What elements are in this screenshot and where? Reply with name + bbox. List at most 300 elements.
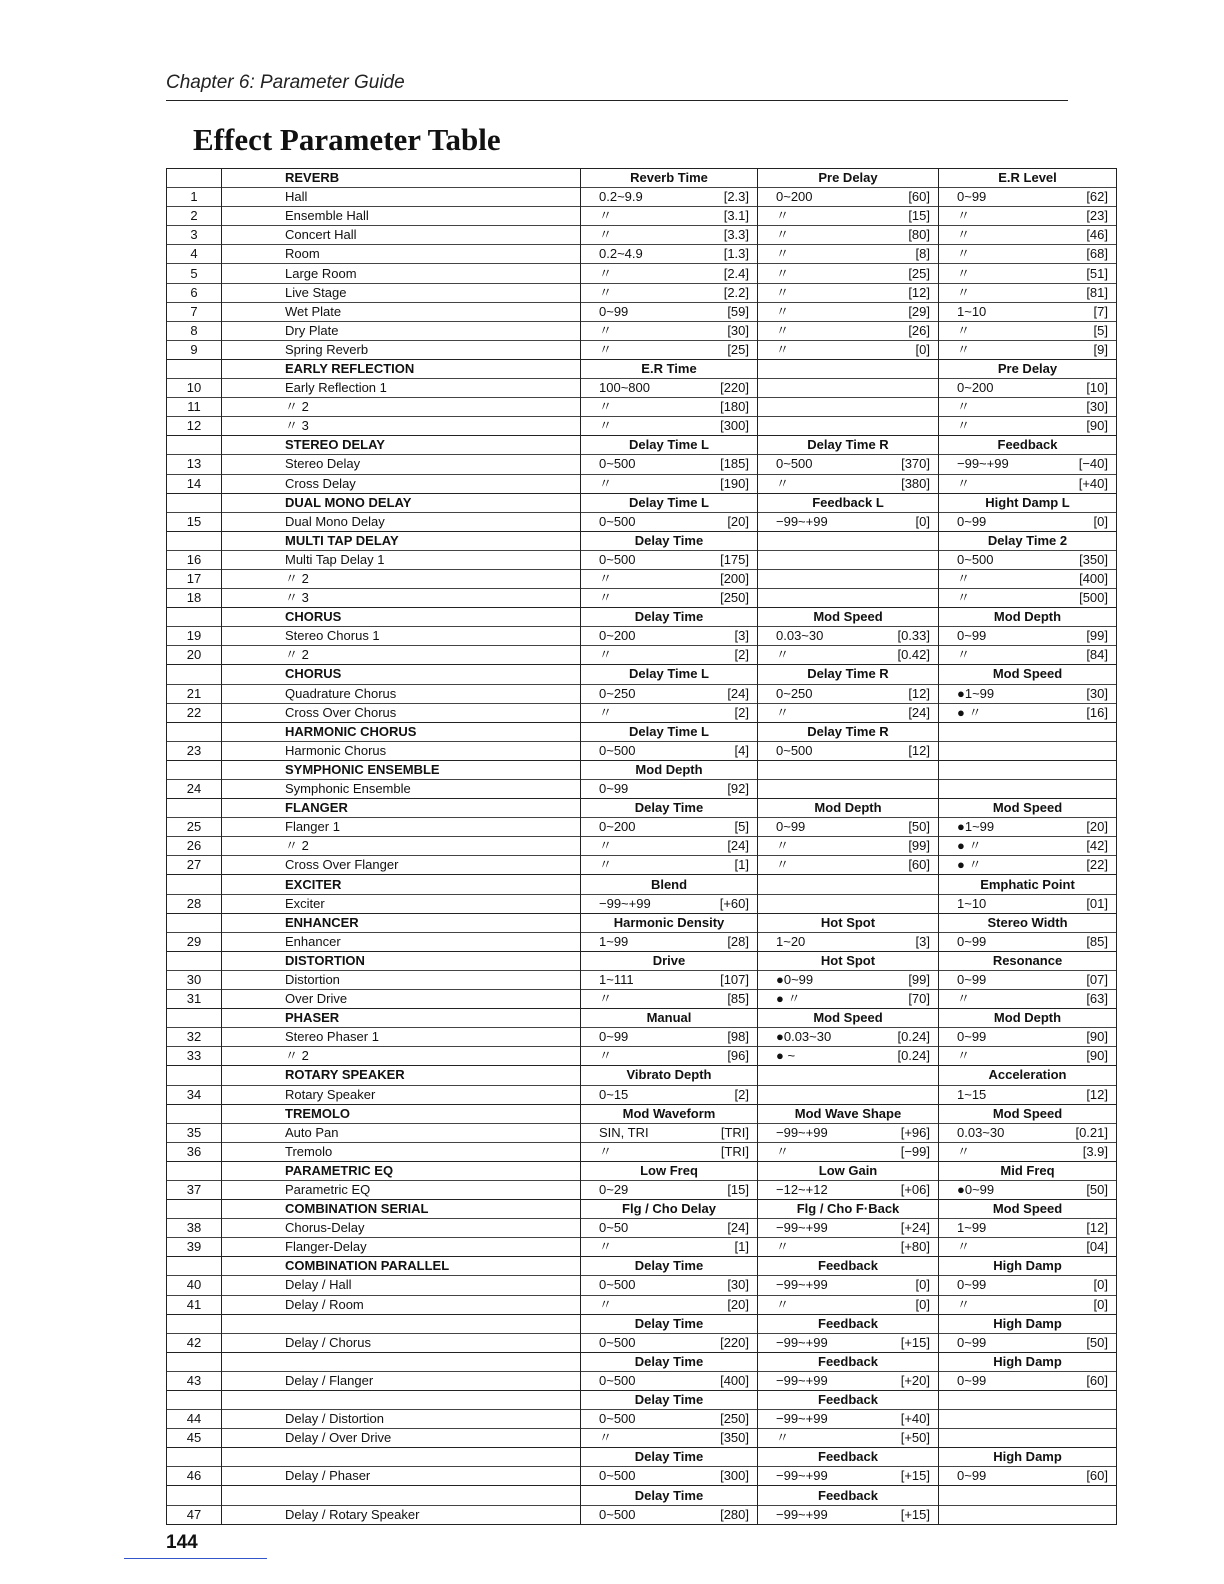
parameter-range: 〃 (957, 208, 971, 224)
row-number-cell (167, 169, 222, 188)
parameter-range: 〃 (776, 303, 790, 319)
parameter-range: 〃 (776, 475, 790, 491)
column-header-3: Mid Freq (939, 1161, 1117, 1180)
column-header-3: High Damp (939, 1352, 1117, 1371)
parameter-range: 〃 (957, 246, 971, 262)
column-header-1: E.R Time (581, 359, 758, 378)
table-row (167, 703, 1117, 722)
parameter-range: 〃 (957, 475, 971, 491)
parameter-default: [3.9] (1082, 1143, 1108, 1159)
parameter-range: −99~+99 (776, 1411, 828, 1427)
parameter-default: [92] (727, 781, 749, 797)
parameter-range: ●1~99 (957, 685, 995, 701)
parameter-cell-1 (581, 1505, 758, 1524)
table-section-header-row (167, 436, 1117, 455)
effect-name: 〃 2 (222, 1047, 581, 1066)
parameter-cell-2 (758, 1085, 939, 1104)
parameter-default: [4] (734, 742, 749, 758)
parameter-default: [24] (908, 704, 930, 720)
section-title (222, 1486, 581, 1505)
parameter-range: 〃 (957, 322, 971, 338)
effect-name: Delay / Rotary Speaker (222, 1505, 581, 1524)
effect-number: 10 (167, 379, 222, 398)
parameter-cell-2 (758, 1371, 939, 1390)
row-number-cell (167, 799, 222, 818)
parameter-cell-3 (939, 1295, 1117, 1314)
parameter-default: [68] (1086, 246, 1108, 262)
parameter-cell-1 (581, 512, 758, 531)
effect-number: 24 (167, 780, 222, 799)
column-header-1: Low Freq (581, 1161, 758, 1180)
parameter-range: 0~99 (599, 1029, 629, 1045)
parameter-cell-3 (939, 1028, 1117, 1047)
parameter-range: 0~99 (957, 1372, 987, 1388)
effect-number: 13 (167, 455, 222, 474)
parameter-cell-2 (758, 569, 939, 588)
header-rule (166, 100, 1068, 101)
parameter-cell-2 (758, 1180, 939, 1199)
column-header-3: Mod Speed (939, 1104, 1117, 1123)
parameter-range: 〃 (957, 399, 971, 415)
parameter-default: [22] (1086, 857, 1108, 873)
parameter-range: 〃 (599, 838, 613, 854)
column-header-2: Low Gain (758, 1161, 939, 1180)
parameter-default: [90] (1086, 1029, 1108, 1045)
parameter-default: [20] (727, 1296, 749, 1312)
parameter-range: 〃 (776, 208, 790, 224)
column-header-2 (758, 760, 939, 779)
parameter-default: [70] (908, 991, 930, 1007)
table-section-header-row (167, 875, 1117, 894)
parameter-cell-3 (939, 1123, 1117, 1142)
parameter-cell-2 (758, 1123, 939, 1142)
table-section-header-row (167, 799, 1117, 818)
parameter-default: [7] (1093, 303, 1108, 319)
parameter-cell-2 (758, 1142, 939, 1161)
parameter-cell-1 (581, 1047, 758, 1066)
parameter-range: −99~+99 (776, 1277, 828, 1293)
row-number-cell (167, 1448, 222, 1467)
parameter-range: 〃 (599, 571, 613, 587)
parameter-cell-3 (939, 379, 1117, 398)
effect-name: 〃 3 (222, 589, 581, 608)
parameter-range: 〃 (599, 857, 613, 873)
parameter-range: 〃 (957, 1048, 971, 1064)
parameter-default: [3] (915, 933, 930, 949)
parameter-range: 〃 (599, 991, 613, 1007)
parameter-range: 1~10 (957, 895, 987, 911)
section-title: ROTARY SPEAKER (222, 1066, 581, 1085)
parameter-default: [350] (720, 1430, 749, 1446)
parameter-default: [400] (720, 1372, 749, 1388)
column-header-1: Delay Time L (581, 436, 758, 455)
parameter-range: 1~111 (599, 971, 634, 987)
table-row (167, 207, 1117, 226)
table-row (167, 1410, 1117, 1429)
table-row (167, 340, 1117, 359)
table-row (167, 684, 1117, 703)
parameter-default: [16] (1086, 704, 1108, 720)
parameter-range: 〃 (957, 590, 971, 606)
parameter-range: 〃 (776, 246, 790, 262)
parameter-cell-2 (758, 417, 939, 436)
parameter-default: [8] (915, 246, 930, 262)
parameter-default: [60] (1086, 1372, 1108, 1388)
section-title: DISTORTION (222, 951, 581, 970)
row-number-cell (167, 1161, 222, 1180)
table-row (167, 990, 1117, 1009)
parameter-range: −99~+99 (776, 1372, 828, 1388)
effect-name: Delay / Chorus (222, 1333, 581, 1352)
parameter-range: 0~99 (957, 1334, 987, 1350)
section-title: REVERB (222, 169, 581, 188)
effect-number: 38 (167, 1219, 222, 1238)
parameter-range: 1~20 (776, 933, 806, 949)
column-header-3 (939, 760, 1117, 779)
parameter-range: 〃 (776, 227, 790, 243)
effect-number: 17 (167, 569, 222, 588)
effect-name: Delay / Distortion (222, 1410, 581, 1429)
parameter-default: [0] (915, 1296, 930, 1312)
parameter-default: [250] (720, 1411, 749, 1427)
parameter-cell-2 (758, 1028, 939, 1047)
parameter-default: [26] (908, 322, 930, 338)
parameter-range: −99~+99 (776, 513, 828, 529)
parameter-default: [0] (915, 341, 930, 357)
parameter-cell-2 (758, 1505, 939, 1524)
parameter-range: 0~99 (957, 1277, 987, 1293)
page-number: 144 (166, 1532, 198, 1553)
row-number-cell (167, 1009, 222, 1028)
parameter-cell-3 (939, 283, 1117, 302)
parameter-cell-1 (581, 1219, 758, 1238)
parameter-cell-3 (939, 1276, 1117, 1295)
parameter-default: [96] (727, 1048, 749, 1064)
table-row (167, 837, 1117, 856)
effect-number: 46 (167, 1467, 222, 1486)
effect-number: 4 (167, 245, 222, 264)
parameter-cell-3 (939, 1410, 1117, 1429)
parameter-cell-2 (758, 474, 939, 493)
parameter-cell-2 (758, 894, 939, 913)
parameter-cell-3 (939, 741, 1117, 760)
parameter-range: 0~99 (957, 189, 987, 205)
parameter-cell-2 (758, 1276, 939, 1295)
effect-number: 18 (167, 589, 222, 608)
column-header-1: Delay Time (581, 1352, 758, 1371)
parameter-range: 〃 (599, 1430, 613, 1446)
parameter-default: [−40] (1078, 456, 1108, 472)
section-title: SYMPHONIC ENSEMBLE (222, 760, 581, 779)
effect-name: 〃 2 (222, 837, 581, 856)
effect-name: Rotary Speaker (222, 1085, 581, 1104)
parameter-cell-1 (581, 417, 758, 436)
column-header-2: Mod Speed (758, 608, 939, 627)
parameter-default: [2.4] (723, 265, 749, 281)
table-row (167, 569, 1117, 588)
parameter-cell-1 (581, 780, 758, 799)
parameter-range: ●0.03~30 (776, 1029, 832, 1045)
parameter-cell-1 (581, 1276, 758, 1295)
effect-number: 47 (167, 1505, 222, 1524)
column-header-2: Delay Time R (758, 665, 939, 684)
effect-name: 〃 2 (222, 569, 581, 588)
effect-number: 11 (167, 398, 222, 417)
parameter-default: [2.3] (723, 189, 749, 205)
parameter-range: 〃 (776, 647, 790, 663)
effect-number: 28 (167, 894, 222, 913)
effect-number: 21 (167, 684, 222, 703)
parameter-default: [59] (727, 303, 749, 319)
parameter-default: [30] (727, 322, 749, 338)
parameter-cell-1 (581, 990, 758, 1009)
parameter-range: 〃 (776, 857, 790, 873)
parameter-cell-1 (581, 1467, 758, 1486)
column-header-1: Mod Depth (581, 760, 758, 779)
parameter-cell-3 (939, 1467, 1117, 1486)
section-title: EARLY REFLECTION (222, 359, 581, 378)
parameter-default: [0] (915, 513, 930, 529)
parameter-default: [84] (1086, 647, 1108, 663)
parameter-cell-3 (939, 1505, 1117, 1524)
section-title: EXCITER (222, 875, 581, 894)
parameter-cell-2 (758, 1219, 939, 1238)
parameter-cell-3 (939, 1429, 1117, 1448)
parameter-cell-3 (939, 264, 1117, 283)
parameter-range: 0~99 (957, 628, 987, 644)
parameter-default: [04] (1086, 1239, 1108, 1255)
effect-number: 29 (167, 932, 222, 951)
parameter-default: [5] (1093, 322, 1108, 338)
parameter-cell-1 (581, 302, 758, 321)
column-header-3: Mod Speed (939, 799, 1117, 818)
parameter-default: [0] (1093, 513, 1108, 529)
parameter-default: [3] (734, 628, 749, 644)
effect-name: Cross Over Flanger (222, 856, 581, 875)
parameter-range: 0~500 (599, 1411, 636, 1427)
column-header-2: Feedback (758, 1257, 939, 1276)
parameter-cell-2 (758, 379, 939, 398)
parameter-default: [23] (1086, 208, 1108, 224)
effect-name: Stereo Chorus 1 (222, 627, 581, 646)
column-header-3: Mod Depth (939, 1009, 1117, 1028)
effect-number: 34 (167, 1085, 222, 1104)
parameter-range: 〃 (776, 265, 790, 281)
parameter-cell-2 (758, 340, 939, 359)
parameter-cell-1 (581, 340, 758, 359)
column-header-2: Flg / Cho F·Back (758, 1200, 939, 1219)
parameter-cell-3 (939, 1333, 1117, 1352)
parameter-range: 0~200 (599, 819, 636, 835)
row-number-cell (167, 493, 222, 512)
column-header-2: Delay Time R (758, 436, 939, 455)
parameter-default: [81] (1086, 284, 1108, 300)
table-section-header-row (167, 1352, 1117, 1371)
parameter-range: ●0~99 (957, 1182, 995, 1198)
parameter-range: 1~99 (957, 1220, 987, 1236)
parameter-range: 〃 (599, 647, 613, 663)
effect-number: 39 (167, 1238, 222, 1257)
column-header-3: Resonance (939, 951, 1117, 970)
parameter-range: 0.2~9.9 (599, 189, 643, 205)
table-section-header-row (167, 1161, 1117, 1180)
parameter-range: −99~+99 (776, 1334, 828, 1350)
parameter-cell-2 (758, 1467, 939, 1486)
table-row (167, 283, 1117, 302)
parameter-cell-1 (581, 1123, 758, 1142)
parameter-default: [+15] (900, 1506, 930, 1522)
parameter-range: 〃 (776, 341, 790, 357)
row-number-cell (167, 913, 222, 932)
parameter-default: [+06] (900, 1182, 930, 1198)
parameter-cell-3 (939, 856, 1117, 875)
parameter-default: [0.21] (1075, 1124, 1108, 1140)
table-row (167, 1180, 1117, 1199)
parameter-cell-3 (939, 512, 1117, 531)
parameter-cell-1 (581, 569, 758, 588)
section-title: STEREO DELAY (222, 436, 581, 455)
footer-link-rule (124, 1558, 267, 1559)
row-number-cell (167, 875, 222, 894)
effect-name: Room (222, 245, 581, 264)
parameter-default: [24] (727, 838, 749, 854)
parameter-default: [30] (1086, 685, 1108, 701)
section-title (222, 1391, 581, 1410)
parameter-cell-1 (581, 894, 758, 913)
parameter-range: ●0~99 (776, 971, 814, 987)
parameter-cell-2 (758, 455, 939, 474)
column-header-2: Mod Depth (758, 799, 939, 818)
parameter-default: [99] (1086, 628, 1108, 644)
parameter-range: 〃 (599, 1296, 613, 1312)
column-header-3: Pre Delay (939, 359, 1117, 378)
parameter-default: [07] (1086, 971, 1108, 987)
effect-name: Exciter (222, 894, 581, 913)
parameter-cell-1 (581, 1238, 758, 1257)
table-row (167, 1333, 1117, 1352)
parameter-range: 〃 (599, 475, 613, 491)
parameter-cell-2 (758, 1429, 939, 1448)
parameter-default: [250] (720, 590, 749, 606)
parameter-default: [0] (915, 1277, 930, 1293)
parameter-cell-2 (758, 627, 939, 646)
parameter-range: 〃 (957, 1143, 971, 1159)
parameter-cell-1 (581, 703, 758, 722)
parameter-range: 0~50 (599, 1220, 629, 1236)
parameter-cell-2 (758, 398, 939, 417)
table-row (167, 627, 1117, 646)
parameter-cell-2 (758, 1410, 939, 1429)
row-number-cell (167, 359, 222, 378)
table-section-header-row (167, 531, 1117, 550)
parameter-cell-3 (939, 245, 1117, 264)
section-title: FLANGER (222, 799, 581, 818)
section-title: COMBINATION SERIAL (222, 1200, 581, 1219)
effect-name: Early Reflection 1 (222, 379, 581, 398)
effect-number: 1 (167, 188, 222, 207)
row-number-cell (167, 1200, 222, 1219)
table-row (167, 398, 1117, 417)
table-row (167, 321, 1117, 340)
effect-name: Cross Delay (222, 474, 581, 493)
parameter-default: [80] (908, 227, 930, 243)
parameter-cell-3 (939, 188, 1117, 207)
parameter-default: [60] (908, 189, 930, 205)
parameter-default: [01] (1086, 895, 1108, 911)
parameter-cell-1 (581, 646, 758, 665)
parameter-default: [−99] (900, 1143, 930, 1159)
column-header-3: Hight Damp L (939, 493, 1117, 512)
parameter-range: 0~15 (599, 1086, 629, 1102)
table-section-header-row (167, 1066, 1117, 1085)
table-row (167, 226, 1117, 245)
section-title: MULTI TAP DELAY (222, 531, 581, 550)
effect-number: 9 (167, 340, 222, 359)
parameter-range: 〃 (957, 1296, 971, 1312)
parameter-cell-3 (939, 1371, 1117, 1390)
parameter-cell-3 (939, 780, 1117, 799)
parameter-range: 〃 (776, 1239, 790, 1255)
effect-number: 31 (167, 990, 222, 1009)
parameter-cell-3 (939, 398, 1117, 417)
parameter-range: 〃 (599, 341, 613, 357)
parameter-default: [25] (908, 265, 930, 281)
effect-name: Delay / Flanger (222, 1371, 581, 1390)
parameter-default: [42] (1086, 838, 1108, 854)
parameter-default: [175] (720, 551, 749, 567)
parameter-range: 0~500 (776, 742, 813, 758)
parameter-cell-1 (581, 589, 758, 608)
parameter-cell-1 (581, 245, 758, 264)
section-title: DUAL MONO DELAY (222, 493, 581, 512)
parameter-cell-3 (939, 818, 1117, 837)
parameter-default: [+24] (900, 1220, 930, 1236)
parameter-range: −99~+99 (776, 1506, 828, 1522)
parameter-cell-3 (939, 684, 1117, 703)
parameter-default: [30] (727, 1277, 749, 1293)
effect-number: 36 (167, 1142, 222, 1161)
column-header-3 (939, 1486, 1117, 1505)
parameter-default: [220] (720, 380, 749, 396)
table-body (167, 169, 1117, 1525)
parameter-range: −99~+99 (957, 456, 1009, 472)
parameter-cell-3 (939, 455, 1117, 474)
parameter-range: 1~10 (957, 303, 987, 319)
parameter-range: 0~500 (599, 742, 636, 758)
parameter-cell-3 (939, 1238, 1117, 1257)
parameter-range: 〃 (957, 418, 971, 434)
parameter-range: ● 〃 (776, 991, 801, 1007)
table-row (167, 1047, 1117, 1066)
parameter-range: 〃 (776, 322, 790, 338)
table-row (167, 1371, 1117, 1390)
column-header-1: Delay Time (581, 1391, 758, 1410)
column-header-1: Reverb Time (581, 169, 758, 188)
parameter-cell-1 (581, 188, 758, 207)
parameter-cell-1 (581, 321, 758, 340)
effect-name: Delay / Hall (222, 1276, 581, 1295)
parameter-range: 〃 (599, 704, 613, 720)
parameter-range: ● 〃 (957, 838, 982, 854)
column-header-3: High Damp (939, 1314, 1117, 1333)
effect-number: 7 (167, 302, 222, 321)
parameter-cell-1 (581, 1085, 758, 1104)
row-number-cell (167, 951, 222, 970)
table-row (167, 1429, 1117, 1448)
parameter-cell-2 (758, 207, 939, 226)
parameter-cell-2 (758, 970, 939, 989)
parameter-range: 〃 (599, 208, 613, 224)
